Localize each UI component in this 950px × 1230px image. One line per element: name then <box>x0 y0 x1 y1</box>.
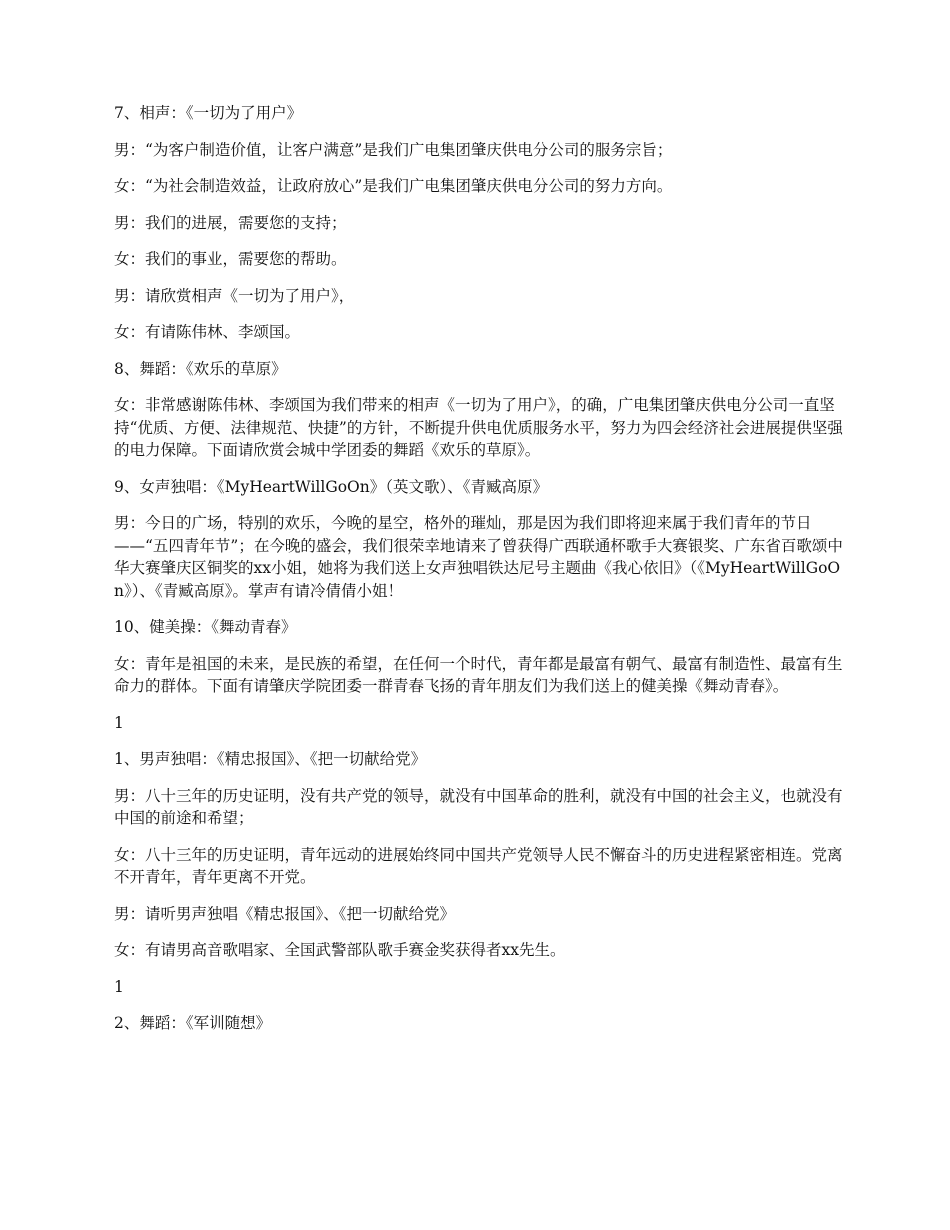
item-heading-8: 8、舞蹈：《欢乐的草原》 <box>114 359 287 378</box>
dialogue-paragraph: 男：八十三年的历史证明，没有共产党的领导，就没有中国革命的胜利，就没有中国的社会主义，也就没有中国的前途和希望； <box>114 786 843 827</box>
item-heading-9: 9、女声独唱：《MyHeartWillGoOn》（英文歌）、《青臧高原》 <box>114 477 548 496</box>
dialogue-line: 男：请听男声独唱《精忠报国》、《把一切献给党》 <box>114 904 456 923</box>
dialogue-line: 女：有请陈伟林、李颂国。 <box>114 323 301 341</box>
item-heading-1: 1、男声独唱：《精忠报国》、《把一切献给党》 <box>114 750 427 768</box>
dialogue-line: 女：“为社会制造效益，让政府放心”是我们广电集团肇庆供电分公司的努力方向。 <box>114 177 673 195</box>
dialogue-line: 女：有请男高音歌唱家、全国武警部队歌手赛金奖获得者xx先生。 <box>114 941 566 959</box>
document-page <box>114 102 846 1049</box>
dialogue-paragraph: 男：今日的广场，特别的欢乐，今晚的星空，格外的璀灿，那是因为我们即将迎来属于我们青年的节日——“五四青年节”；在今晚的盛会，我们很荣幸地请来了曾获得广西联通杯歌手大赛银奖、广东省百歌颂中华大赛肇庆区铜奖的xx小姐，她将为我们送上女声独唱铁达尼号主题曲《我心依旧》（《MyHeartWillGoOn》）、《青臧高原》。掌声有请冷倩倩小姐！ <box>114 514 843 600</box>
dialogue-line: 男：“为客户制造价值，让客户满意”是我们广电集团肇庆供电分公司的服务宗旨； <box>114 140 673 159</box>
dialogue-paragraph: 女：青年是祖国的未来，是民族的希望，在任何一个时代，青年都是最富有朝气、最富有制造性、最富有生命力的群体。下面有请肇庆学院团委一群青春飞扬的青年朋友们为我们送上的健美操《舞动青春》。 <box>114 654 843 695</box>
dialogue-paragraph: 女：八十三年的历史证明，青年远动的进展始终同中国共产党领导人民不懈奋斗的历史进程紧密相连。党离不开青年，青年更离不开党。 <box>114 845 843 886</box>
page-number: 1 <box>114 977 124 996</box>
dialogue-paragraph: 女：非常感谢陈伟林、李颂国为我们带来的相声《一切为了用户》，的确，广电集团肇庆供电分公司一直坚持“优质、方便、法律规范、快捷”的方针，不断提升供电优质服务水平，努力为四会经济社会进展提供坚强的电力保障。下面请欣赏会城中学团委的舞蹈《欢乐的草原》。 <box>114 396 843 459</box>
item-heading-10: 10、健美操：《舞动青春》 <box>114 618 297 636</box>
dialogue-line: 男：请欣赏相声《一切为了用户》， <box>114 286 355 305</box>
item-heading-7: 7、相声：《一切为了用户》 <box>114 104 303 122</box>
dialogue-line: 女：我们的事业，需要您的帮助。 <box>114 250 347 268</box>
item-heading-2: 2、舞蹈：《军训随想》 <box>114 1014 272 1032</box>
page-number: 1 <box>114 713 124 732</box>
dialogue-line: 男：我们的进展，需要您的支持； <box>114 213 347 232</box>
